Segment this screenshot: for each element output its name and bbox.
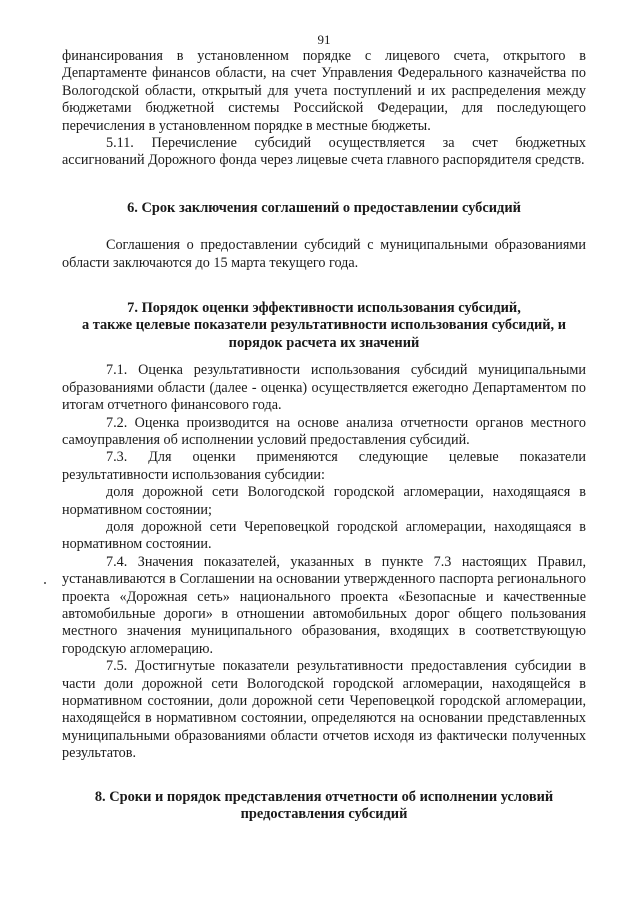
section-7-title-line-1: 7. Порядок оценки эффективности использования субсидий, [127,300,521,317]
paragraph-7-4: 7.4. Значения показателей, указанных в пункте 7.3 настоящих Правил, устанавливаются в Соглашении на основании утвержденного паспорта регионального проекта «Дорожная сеть» национального проекта «Безопасные и качественные автомобильные дороги» в отношении автомобильных дорог общего пользования местного значения муниципального образования, входящих в соответствующую городскую агломерацию. [62,553,586,657]
paragraph-7-3-item-a: доля дорожной сети Вологодской городской агломерации, находящаяся в нормативном состоянии; [62,484,586,518]
paragraph-continuation: финансирования в установленном порядке с лицевого счета, открытого в Департаменте финансов области, на счет Управления Федерального казначейства по Вологодской области, открытый для учета поступлений и их распределения между бюджетами бюджетной системы Российской Федерации, для последующего перечисления в установленном порядке в местные бюджеты. [62,48,586,134]
paragraph-6-1: Соглашения о предоставлении субсидий с муниципальными образованиями области заключаются до 15 марта текущего года. [62,237,586,271]
section-7-title [62,300,586,352]
section-7-title-line-2: а также целевые показатели результативности использования субсидий, и порядок расчета их значений [81,317,567,351]
paragraph-7-5: 7.5. Достигнутые показатели результативности предоставления субсидии в части доли дорожной сети Вологодской городской агломерации, находящейся в нормативном состоянии, доли дорожной сети Череповецкой городской агломерации, находящейся в нормативном состоянии, определяются на основании представленных муниципальными образованиями области отчетов исходя из фактически полученных результатов. [62,658,586,762]
paragraph-7-1: 7.1. Оценка результативности использования субсидий муниципальными образованиями области (далее - оценка) осуществляется ежегодно Департаментом по итогам отчетного финансового года. [62,362,586,414]
paragraph-7-3: 7.3. Для оценки применяются следующие целевые показатели результативности использования субсидии: [62,449,586,483]
paragraph-5-11: 5.11. Перечисление субсидий осуществляется за счет бюджетных ассигнований Дорожного фонда через лицевые счета главного распорядителя средств. [62,135,586,169]
section-8-title: 8. Сроки и порядок представления отчетности об исполнении условий предоставления субсидий [94,788,554,823]
paragraph-7-3-item-b: доля дорожной сети Череповецкой городской агломерации, находящаяся в нормативном состоянии. [62,518,586,553]
page-number: 91 [317,32,331,47]
scan-speck [44,582,46,584]
paragraph-7-2: 7.2. Оценка производится на основе анализа отчетности органов местного самоуправления об исполнении условий предоставления субсидий. [62,414,586,448]
section-6-title: 6. Срок заключения соглашений о предоставлении субсидий [127,199,521,216]
